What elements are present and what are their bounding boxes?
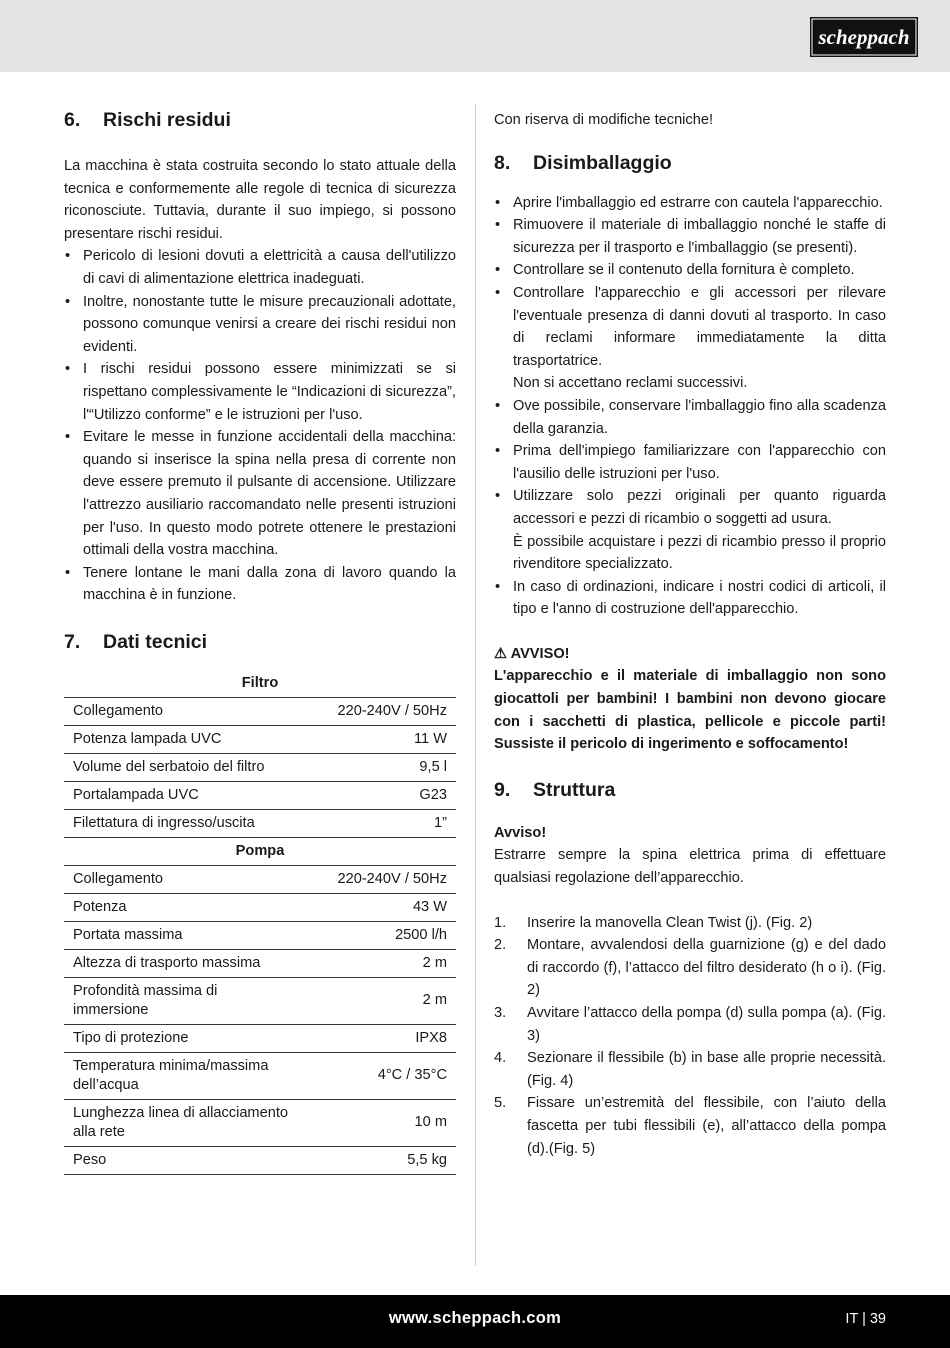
- right-column: [494, 104, 886, 1160]
- table-row: Volume del serbatoio del filtro 9,5 l: [64, 753, 456, 781]
- notice-title: Avviso!: [494, 824, 547, 841]
- technical-changes-note: Con riserva di modifiche tecniche!: [494, 112, 714, 128]
- section-7-heading: 7. Dati tecnici: [64, 630, 208, 653]
- section-6-heading: 6. Rischi residui: [64, 109, 231, 131]
- website-link[interactable]: www.scheppach.com: [388, 1309, 562, 1327]
- table-row: Collegamento 220-240V / 50Hz: [64, 865, 456, 893]
- warning-icon: ⚠: [494, 645, 508, 662]
- list-item: • In caso di ordinazioni, indicare i nostri codici di articoli, il tipo e l'anno di costruzione dell'apparecchio.: [494, 576, 886, 621]
- page-number: IT | 39: [845, 1311, 886, 1327]
- section-6-bullets: [64, 245, 456, 607]
- technical-data-table: [64, 670, 456, 1175]
- list-item: 4. Sezionare il flessibile (b) in base alle proprie necessità. (Fig. 4): [494, 1050, 886, 1089]
- list-item: • Aprire l'imballaggio ed estrarre con cautela l'apparecchio.: [494, 192, 886, 215]
- notice-text: Estrarre sempre la spina elettrica prima di effettuare qualsiasi regolazione dell’apparecchio.: [494, 847, 886, 887]
- section-9-heading: 9. Struttura: [494, 778, 616, 801]
- table-section-row: [64, 837, 456, 865]
- list-item: • I rischi residui possono essere minimizzati se si rispettano complessivamente le “Indicazioni di sicurezza”, l'“Utilizzo conforme” e le istruzioni per l'uso.: [64, 358, 456, 426]
- header-bar: [0, 0, 950, 72]
- list-item: 3. Avvitare l’attacco della pompa (d) sulla pompa (a). (Fig. 3): [494, 1005, 886, 1044]
- table-row: Potenza lampada UVC 11 W: [64, 725, 456, 753]
- scheppach-logo: [810, 17, 918, 57]
- list-item: 5. Fissare un’estremità del flessibile, con l’aiuto della fascetta per tubi flessibili (e), all’attacco della pompa (d).(Fig. 5): [494, 1095, 886, 1157]
- list-item: • Controllare se il contenuto della fornitura è completo.: [494, 259, 886, 282]
- list-item: • Ove possibile, conservare l'imballaggio fino alla scadenza della garanzia.: [494, 395, 886, 440]
- list-item: • Rimuovere il materiale di imballaggio nonché le staffe di sicurezza per il trasporto e l'imballaggio (se presenti).: [494, 214, 886, 259]
- section-8-bullets: [494, 192, 886, 621]
- column-divider: [475, 104, 476, 1266]
- table-row: Temperatura minima/massima dell’acqua 4°C / 35°C: [64, 1052, 456, 1099]
- table-row: Profondità massima di immersione 2 m: [64, 977, 456, 1024]
- table-row: Peso 5,5 kg: [64, 1146, 456, 1174]
- list-item: • Pericolo di lesioni dovuti a elettricità a causa dell'utilizzo di cavi di alimentazione elettrica inadeguati.: [64, 245, 456, 290]
- warning-text: L'apparecchio e il materiale di imballaggio non sono giocattoli per bambini! I bambini non devono giocare con i sacchetti di plastica, pellicole e piccole parti! Sussiste il pericolo di ingerimento e soffocamento!: [494, 668, 886, 753]
- list-item: • Controllare l'apparecchio e gli accessori per rilevare l'eventuale presenza di danni dovuti al trasporto. In caso di reclami informare immediatamente la ditta trasportatrice. Non si accettano reclami successivi.: [494, 282, 886, 395]
- list-item: • Evitare le messe in funzione accidentali della macchina: quando si inserisce la spina nella presa di corrente non deve essere premuto il pulsante di accensione. Utilizzare l'attrezzo ausiliario raccomandato nelle presenti istruzioni per l'uso. In questo modo potrete ottenere le prestazioni ottimali della vostra macchina.: [64, 426, 456, 562]
- list-item: 1. Inserire la manovella Clean Twist (j). (Fig. 2): [494, 914, 813, 931]
- table-row: Portata massima 2500 l/h: [64, 921, 456, 949]
- section-8-heading: 8. Disimballaggio: [494, 151, 672, 174]
- list-item: 2. Montare, avvalendosi della guarnizione (g) e del dado di raccordo (f), l’attacco del filtro desiderato (h o i). (Fig. 2): [494, 937, 886, 999]
- list-item: • Prima dell'impiego familiarizzare con l'apparecchio con l'ausilio delle istruzioni per l'uso.: [494, 440, 886, 485]
- list-item: • Utilizzare solo pezzi originali per quanto riguarda accessori e pezzi di ricambio o soggetti ad usura. È possibile acquistare i pezzi di ricambio presso il proprio rivenditore specializzato.: [494, 485, 886, 575]
- warning-block: [494, 643, 886, 756]
- assembly-steps: [494, 912, 886, 1161]
- section-6-intro: La macchina è stata costruita secondo lo stato attuale della tecnica e conformemente alle regole di tecnica di sicurezza riconosciute. Tuttavia, durante il suo impiego, si possono presentare rischi residui.: [64, 158, 456, 242]
- table-row: Collegamento 220-240V / 50Hz: [64, 697, 456, 725]
- svg-text:scheppach: scheppach: [818, 25, 910, 49]
- table-row: Portalampada UVC G23: [64, 781, 456, 809]
- filtro-header: Filtro: [64, 670, 456, 698]
- table-section-row: [64, 670, 456, 698]
- footer-bar: [0, 1295, 950, 1348]
- table-row: Filettatura di ingresso/uscita 1”: [64, 809, 456, 837]
- pompa-header: Pompa: [64, 837, 456, 865]
- table-row: Altezza di trasporto massima 2 m: [64, 949, 456, 977]
- left-column: [64, 104, 456, 1175]
- table-row: Tipo di protezione IPX8: [64, 1024, 456, 1052]
- list-item: • Inoltre, nonostante tutte le misure precauzionali adottate, possono comunque venirsi a creare dei rischi residui non evidenti.: [64, 291, 456, 359]
- list-item: • Tenere lontane le mani dalla zona di lavoro quando la macchina è in funzione.: [64, 562, 456, 607]
- table-row: Lunghezza linea di allacciamento alla rete 10 m: [64, 1099, 456, 1146]
- warning-title: ⚠ AVVISO!: [494, 645, 570, 662]
- table-row: Potenza 43 W: [64, 893, 456, 921]
